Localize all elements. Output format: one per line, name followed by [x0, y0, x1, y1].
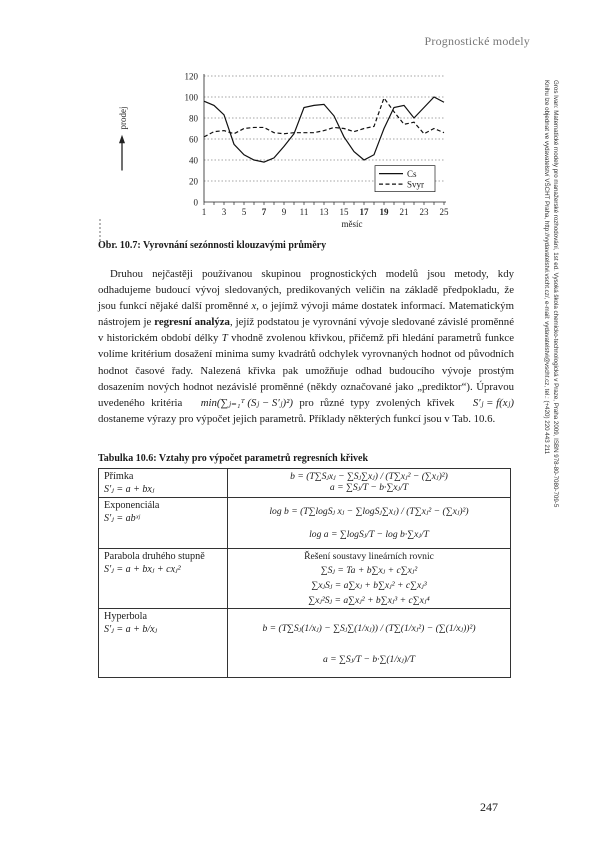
- row-equations-cell: [228, 609, 511, 678]
- row-name-cell: [99, 469, 228, 498]
- curve-formula: S′ⱼ = a + b/xⱼ: [104, 624, 158, 635]
- curve-name: Exponenciála: [104, 500, 160, 511]
- body-paragraph: [98, 266, 514, 427]
- equation: b = (T∑Sⱼxⱼ − ∑Sⱼ∑xⱼ) / (T∑xⱼ² − (∑xⱼ)²): [290, 471, 448, 482]
- x-tick-label: 25: [439, 207, 449, 217]
- curve-name: Přímka: [104, 471, 134, 482]
- y-axis-label: prodej: [118, 106, 128, 130]
- dotted-separator: [99, 219, 103, 241]
- side-note-line-1: Gros Ivan: Matematické modely pro manažerské rozhodování, 1st ed. Vysoká škola chemicko-technologická v Praze, Praha 2009, ISBN 978-80-7080-709-5: [552, 80, 559, 508]
- equation: a = ∑Sⱼ/T − b·∑xⱼ/T: [329, 482, 409, 493]
- table-row: [99, 549, 511, 609]
- equation: log b = (T∑logSⱼ xⱼ − ∑logSⱼ∑xⱼ) / (T∑xⱼ² − (∑xⱼ)²): [269, 506, 469, 517]
- equation: ∑Sⱼ = Ta + b∑xⱼ + c∑xⱼ²: [320, 565, 418, 576]
- curve-name: Hyperbola: [104, 611, 147, 622]
- side-note-line-2: Knihu lze objednat ve vydavatelství VŠCHT Praha, http://vydavatelstvi.vscht.cz/, e-mail: vydavatelstvi@vscht.cz, tel.: (+420) 220 443 211: [543, 80, 550, 455]
- row-name-cell: [99, 609, 228, 678]
- figure-caption: Obr. 10.7: Vyrovnání sezónnosti klouzavými průměry: [98, 240, 327, 251]
- equation: a = ∑Sⱼ/T − b·∑(1/xⱼ)/T: [322, 654, 416, 665]
- x-tick-label: 17: [359, 207, 369, 217]
- x-tick-label: 13: [319, 207, 329, 217]
- x-tick-label: 3: [221, 207, 227, 217]
- curve-formula: S′ⱼ = f(xⱼ): [472, 397, 514, 410]
- y-tick-label: 20: [189, 176, 198, 187]
- y-tick-label: 40: [189, 155, 198, 166]
- para-s5: pro různé typy zvolených křivek: [292, 396, 461, 409]
- page-number: 247: [480, 800, 498, 814]
- y-tick-label: 120: [184, 71, 198, 82]
- x-tick-label: 7: [261, 207, 267, 217]
- term-regression-analysis: regresní analýza: [154, 316, 230, 329]
- equation: log a = ∑logSⱼ/T − log b·∑xⱼ/T: [309, 529, 429, 540]
- para-s2: , o jejímž vývoji máme dostatek informací. Matematickým nástrojem je: [98, 300, 514, 329]
- row-equations-cell: [228, 549, 511, 609]
- legend-box: [375, 166, 435, 192]
- para-var-T: T: [221, 332, 228, 345]
- system-title: Řešení soustavy lineárních rovnic: [304, 551, 434, 562]
- equation: ∑xⱼ²Sⱼ = a∑xⱼ² + b∑xⱼ³ + c∑xⱼ⁴: [308, 595, 430, 606]
- para-s4: vhodně zvolenou křivkou, přičemž při hledání parametrů funkce volíme kritérium dosažení minima sumy kvadrátů odchylek vyrovnaných hodnot od původních hodnot časové řady. Nalezená křivka pak umožňuje odhad budoucího vývoje prostým dosazením nových hodnot nezávislé proměnné (někdy označované jako „prediktor“). Úpravou uvedeného kritéria: [98, 332, 515, 409]
- para-s1: Druhou nejčastěji používanou skupinou prognostických modelů jsou metody, kdy odhadujeme budoucí vývoj sledovaných, predikovaných veličin na základě předpokladu, že jsou funkcí nějaké další proměnné: [98, 268, 514, 313]
- x-axis-label: měsíc: [341, 219, 363, 229]
- equation: b = (T∑Sⱼ(1/xⱼ) − ∑Sⱼ∑(1/xⱼ)) / (T∑(1/xⱼ²) − (∑(1/xⱼ))²): [262, 623, 476, 634]
- table-caption: Tabulka 10.6: Vztahy pro výpočet parametrů regresních křivek: [98, 453, 369, 464]
- y-tick-label: 60: [189, 134, 198, 145]
- y-tick-label: 0: [193, 197, 198, 208]
- para-s6: dostaneme výrazy pro výpočet jejich parametrů. Příklady některých funkcí jsou v Tab. 10.6.: [98, 413, 496, 426]
- row-equations-cell: [228, 469, 511, 498]
- series-line: [204, 97, 444, 162]
- y-tick-label: 100: [184, 92, 198, 103]
- para-s3: , jejíž podstatou je vyrovnání vývoje sledované závislé proměnné v historickém období délky: [98, 316, 514, 345]
- curve-formula: S′ⱼ = abˣʲ: [104, 513, 141, 524]
- seasonality-chart: [99, 68, 459, 236]
- row-equations-cell: [228, 498, 511, 549]
- para-var-x: x: [251, 300, 257, 313]
- y-tick-label: 80: [189, 113, 198, 124]
- row-name-cell: [99, 498, 228, 549]
- regression-table: [98, 468, 511, 678]
- legend-label: Cs: [407, 169, 417, 180]
- x-tick-label: 15: [339, 207, 349, 217]
- criterion-formula: min(∑ⱼ₌₁ᵀ (Sⱼ − S′ⱼ)²): [200, 397, 293, 410]
- x-tick-label: 21: [399, 207, 409, 217]
- curve-name: Parabola druhého stupně: [104, 551, 205, 562]
- running-header: Prognostické modely: [424, 34, 530, 48]
- table-row: [99, 469, 511, 498]
- table-row: [99, 498, 511, 549]
- chart-svg: [99, 68, 459, 236]
- x-tick-label: 5: [241, 207, 247, 217]
- curve-formula: S′ⱼ = a + bxⱼ: [104, 484, 155, 495]
- legend-label: Svyr: [407, 179, 425, 190]
- x-tick-label: 1: [201, 207, 207, 217]
- x-tick-label: 11: [299, 207, 309, 217]
- curve-formula: S′ⱼ = a + bxⱼ + cxⱼ²: [104, 564, 181, 575]
- equation: ∑xⱼSⱼ = a∑xⱼ + b∑xⱼ² + c∑xⱼ³: [311, 580, 427, 591]
- x-tick-label: 9: [281, 207, 287, 217]
- table-row: [99, 609, 511, 678]
- x-tick-label: 19: [379, 207, 389, 217]
- x-tick-label: 23: [419, 207, 429, 217]
- y-axis-arrow-head: [119, 135, 125, 143]
- side-copyright-note: [538, 80, 560, 600]
- row-name-cell: [99, 549, 228, 609]
